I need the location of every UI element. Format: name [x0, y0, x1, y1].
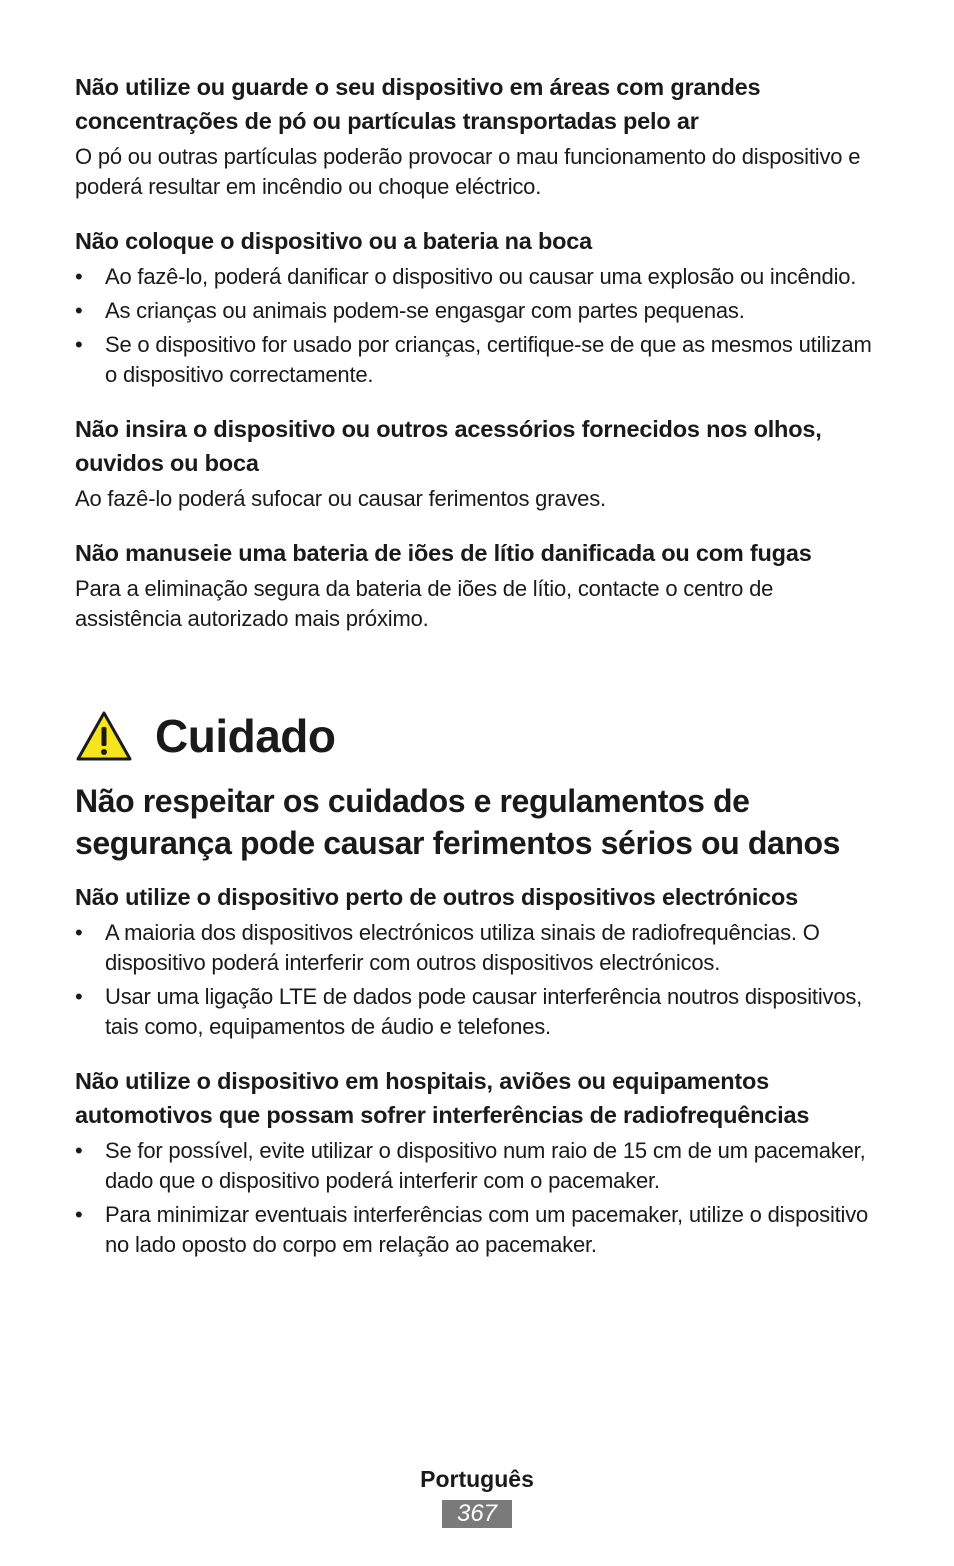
- bullet-list: [75, 918, 875, 1042]
- section-heading: Não utilize o dispositivo em hospitais, aviões ou equipamentos automotivos que possam sofrer interferências de radiofrequências: [75, 1068, 810, 1128]
- section-dust: [75, 70, 875, 202]
- footer-language: Português: [420, 1466, 534, 1492]
- caution-subtitle: Não respeitar os cuidados e regulamentos de segurança pode causar ferimentos sérios ou danos: [75, 783, 841, 861]
- section-heading: Não utilize o dispositivo perto de outros dispositivos electrónicos: [75, 884, 799, 910]
- list-item: • As crianças ou animais podem-se engasgar com partes pequenas.: [75, 298, 745, 323]
- section-heading: Não utilize ou guarde o seu dispositivo em áreas com grandes concentrações de pó ou partículas transportadas pelo ar: [75, 74, 761, 134]
- list-item: • Se o dispositivo for usado por crianças, certifique-se de que as mesmos utilizam o dispositivo correctamente.: [75, 332, 872, 387]
- section-text: O pó ou outras partículas poderão provocar o mau funcionamento do dispositivo e poderá resultar em incêndio ou choque eléctrico.: [75, 144, 861, 199]
- section-eyes: [75, 412, 875, 514]
- bullet-list: [75, 1136, 875, 1260]
- caution-header: [75, 706, 875, 766]
- section-heading: Não manuseie uma bateria de iões de lítio danificada ou com fugas: [75, 540, 812, 566]
- page-content: [75, 70, 875, 1264]
- list-item: • Se for possível, evite utilizar o dispositivo num raio de 15 cm de um pacemaker, dado que o dispositivo poderá interferir com o pacemaker.: [75, 1138, 866, 1193]
- list-item: • Usar uma ligação LTE de dados pode causar interferência noutros dispositivos, tais como, equipamentos de áudio e telefones.: [75, 984, 863, 1039]
- section-text: Ao fazê-lo poderá sufocar ou causar ferimentos graves.: [75, 486, 606, 511]
- warning-triangle-icon: [75, 710, 133, 762]
- caution-title: Cuidado: [155, 710, 336, 762]
- section-mouth: [75, 224, 875, 390]
- section-hospitals: [75, 1064, 875, 1260]
- list-item: • A maioria dos dispositivos electrónicos utiliza sinais de radiofrequências. O dispositivo poderá interferir com outros dispositivos electrónicos.: [75, 920, 820, 975]
- section-heading: Não coloque o dispositivo ou a bateria na boca: [75, 228, 593, 254]
- section-electronics: [75, 880, 875, 1042]
- bullet-list: [75, 262, 875, 390]
- page-footer: [0, 1462, 954, 1528]
- section-text: Para a eliminação segura da bateria de iões de lítio, contacte o centro de assistência autorizado mais próximo.: [75, 576, 774, 631]
- section-heading: Não insira o dispositivo ou outros acessórios fornecidos nos olhos, ouvidos ou boca: [75, 416, 822, 476]
- page-number: 367: [442, 1500, 512, 1528]
- section-battery: [75, 536, 875, 634]
- list-item: • Para minimizar eventuais interferências com um pacemaker, utilize o dispositivo no lado oposto do corpo em relação ao pacemaker.: [75, 1202, 869, 1257]
- list-item: • Ao fazê-lo, poderá danificar o dispositivo ou causar uma explosão ou incêndio.: [75, 264, 857, 289]
